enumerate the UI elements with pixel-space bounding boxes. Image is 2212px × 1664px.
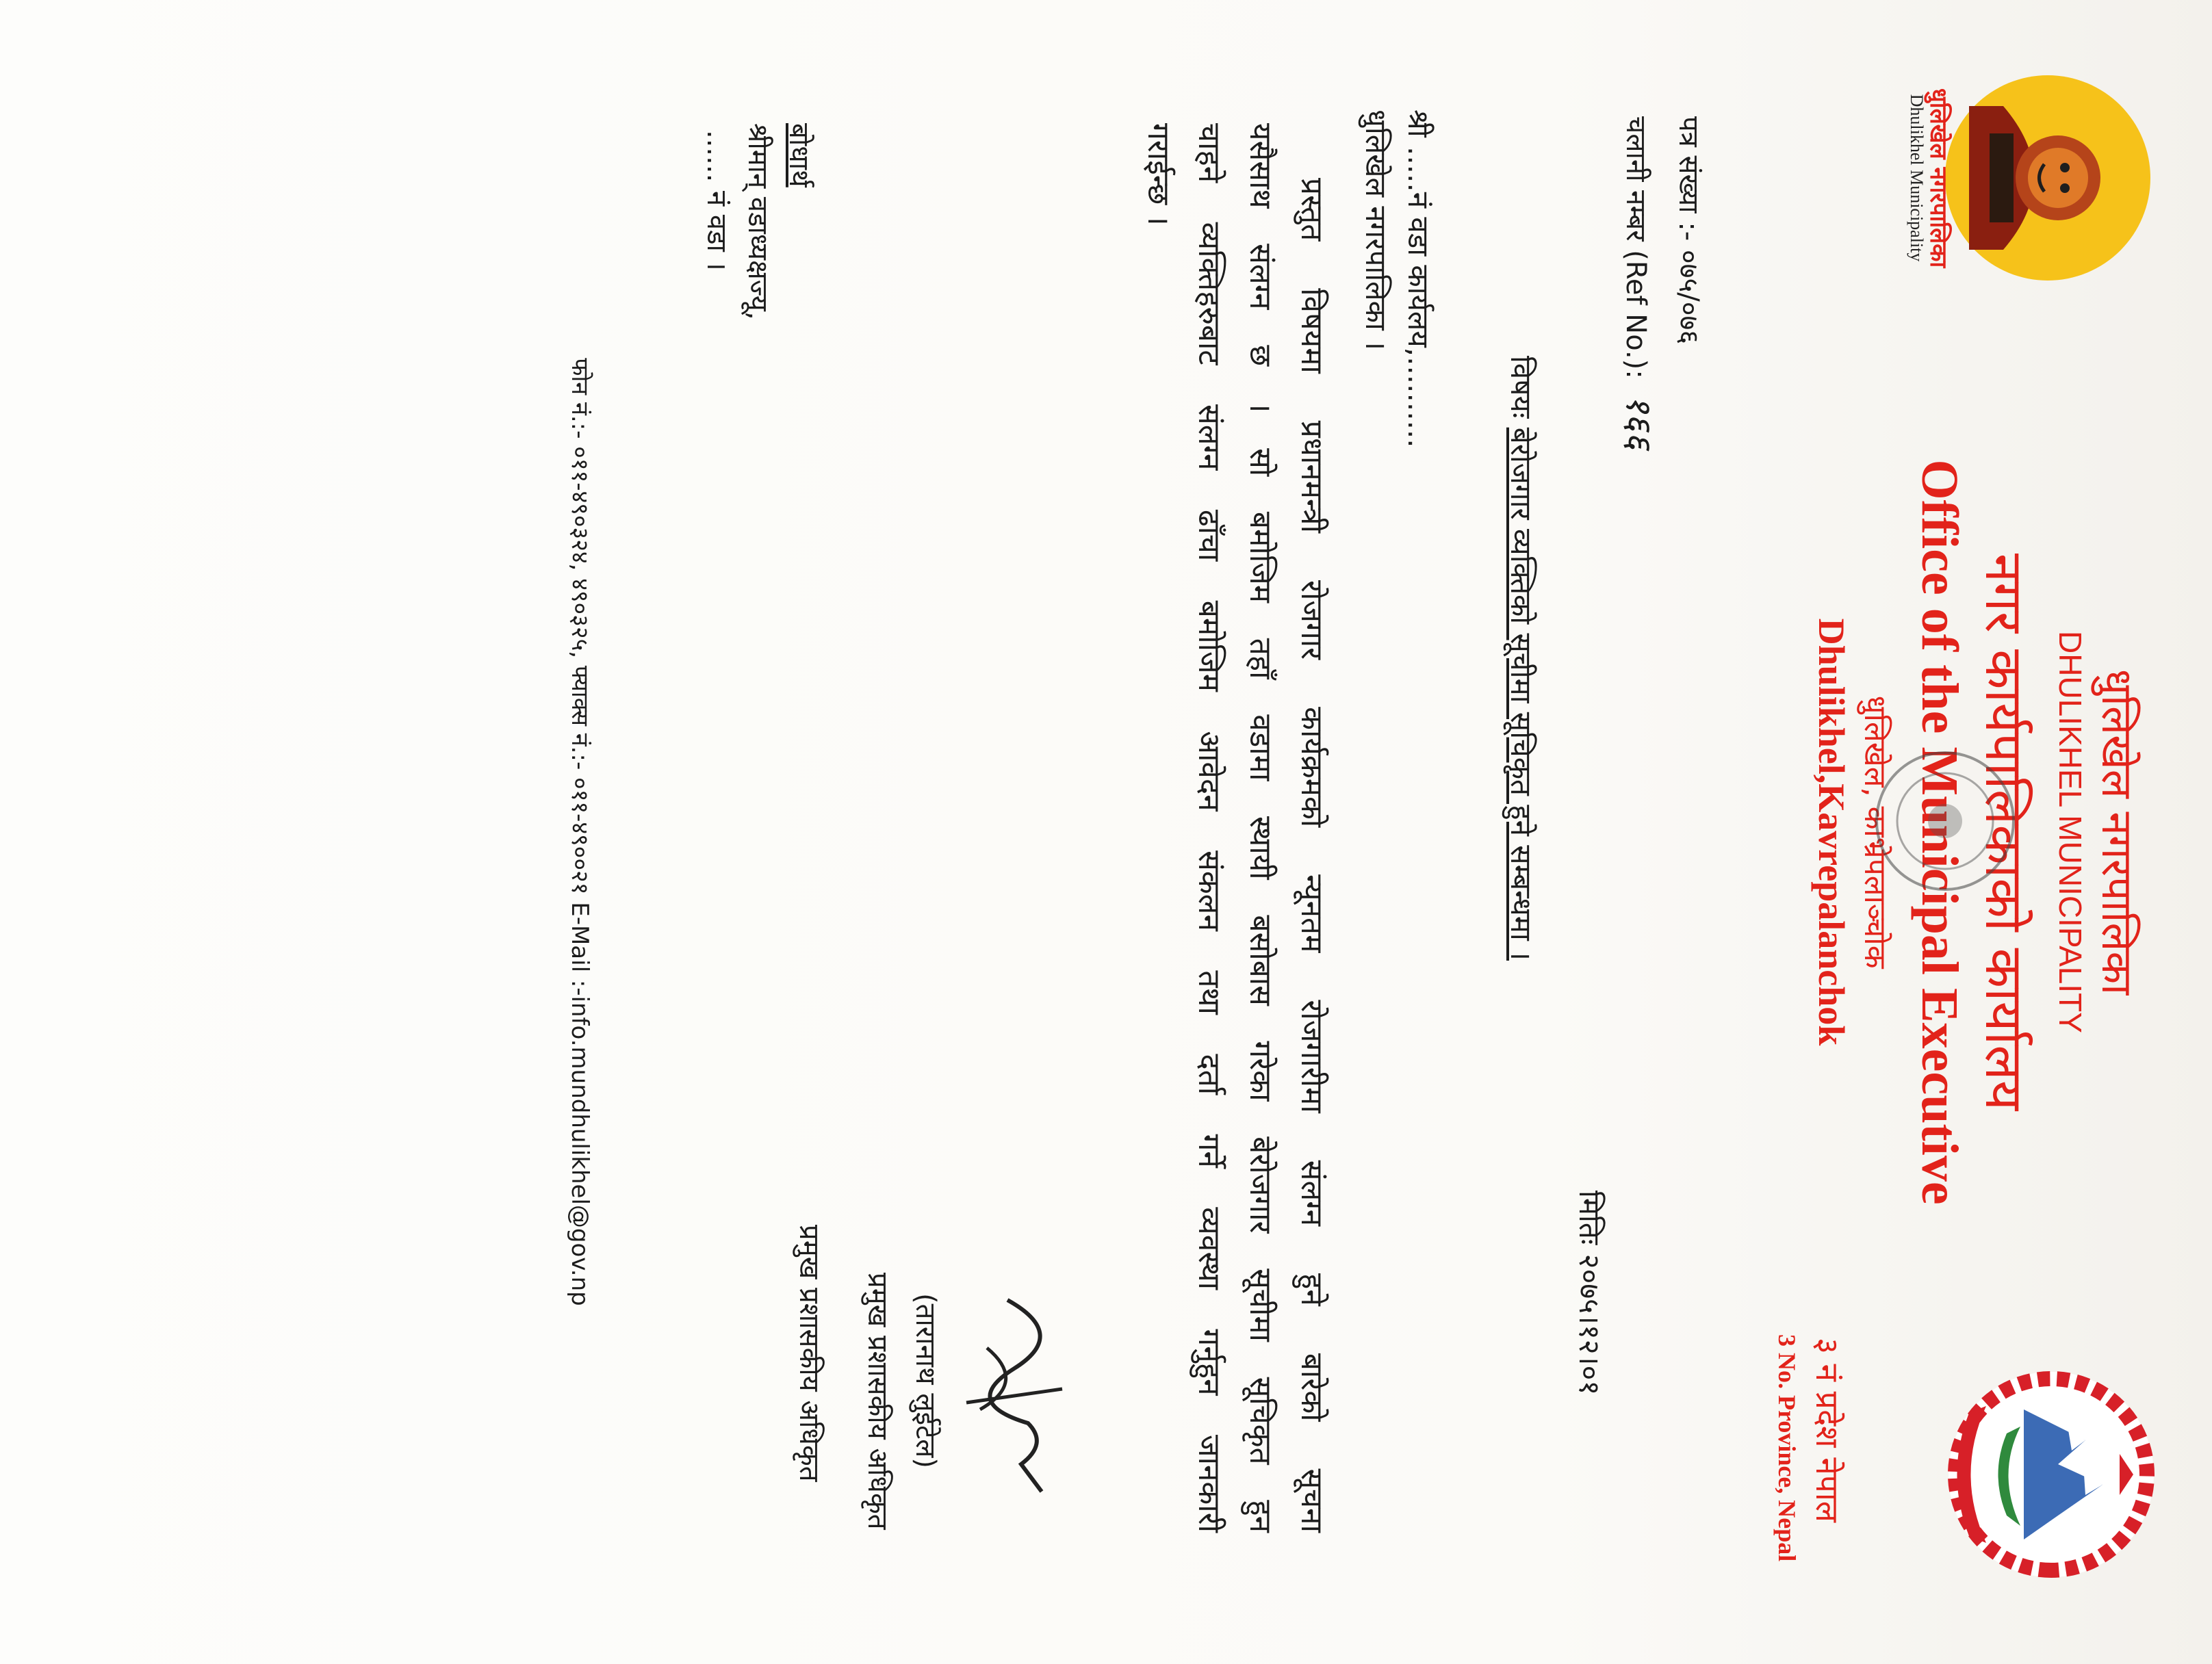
address-en: Dhulikhel,Kavrepalanchok (1811, 618, 1852, 1046)
stamp-seal-icon (1870, 746, 2020, 896)
letter-date (1571, 1191, 1610, 1395)
handwritten-signature (953, 1286, 1090, 1505)
letter-number (1671, 116, 1709, 344)
letter-number-label: पत्र संख्या :- (1673, 116, 1704, 242)
logo-text-np: धुलिखेल नगरपालिका (1925, 88, 1952, 268)
body-line: चाहने व्यक्तिहरुबाट संलग्न ढाँचा बमोजिम आवेदन संकलन तथा दर्ता गर्ने व्यवस्था गर्नुहुन जानकारी (1192, 123, 1227, 1533)
municipality-name-en: DHULIKHEL MUNICIPALITY (2053, 631, 2088, 1033)
subject-label: विषयः (1504, 356, 1538, 419)
body-line: प्रस्तुत विषयमा प्रधानमन्त्री रोजगार कार्यक्रमको न्यूनतम रोजगारीमा संलग्न हुने बारेको सूचना (1294, 178, 1329, 1533)
logo-text-en: Dhulikhel Municipality (1907, 94, 1927, 262)
province-en: 3 No. Province, Nepal (1773, 1334, 1801, 1562)
letter-number-value: ०७५/०७६ (1673, 249, 1704, 345)
date-label: मितिः (1573, 1191, 1606, 1245)
body-paragraph (1124, 123, 1329, 1533)
province-np: ३ नं प्रदेश नेपाल (1809, 1338, 1846, 1522)
body-line: गराईन्छ । (1140, 123, 1176, 226)
address-np: धुलिखेल, काभ्रेपलाञ्चोक (1857, 695, 1892, 969)
municipality-name-np: धुलिखेल नगरपालिका (2092, 668, 2142, 996)
office-name-np: नगर कार्यपालिकाको कार्यालय (1974, 553, 2035, 1111)
dispatch-number (1616, 116, 1664, 450)
dispatch-number-value: १६६ (1618, 394, 1659, 450)
office-name-en: Office of the Municipal Executive (1911, 459, 1968, 1205)
subject-text: बेरोजगार व्यक्तिको सूचीमा सूचिकृत हुने सम्बन्धमा । (1504, 427, 1538, 961)
body-line: यसैसाथ संलग्न छ । सो बमोजिम तहाँ वडामा स्थायी बसोबास गरेका बेरोजगार सूचीमा सूचिकृत हुन (1243, 123, 1278, 1533)
cc-line-1: श्रीमान् वडाध्यक्षज्यू, (742, 123, 773, 320)
office-stamp (1870, 746, 2020, 896)
signatory-designation: प्रमुख प्रशासकीय अधिकृत (862, 1273, 893, 1530)
cc-title: बोधार्थ (783, 123, 814, 187)
sender-designation: प्रमुख प्रशासकीय अधिकृत (793, 1225, 825, 1482)
subject (1502, 356, 1541, 961)
footer-contact: फोन नं.:- ०११-४९०३२४, ४९०३२५, फ्याक्स नं.:- ०११-४९००२१ E-Mail :-info.mundhulikhel@gov.np (566, 358, 593, 1306)
date-value: २०७५।१२।०१ (1573, 1253, 1606, 1396)
dispatch-number-label: चलानी नम्बर (Ref No.): (1620, 116, 1651, 379)
signatory-name: (तारानाथ लुईटेल) (910, 1293, 941, 1468)
cc-line-2: ...... नं वडा । (701, 130, 732, 271)
signature-scribble-icon (953, 1286, 1090, 1505)
recipient-line-2: धुलिखेल नगरपालिका । (1359, 109, 1393, 350)
recipient-line-1: श्री .....नं वडा कार्यलय,.......... (1402, 109, 1435, 448)
